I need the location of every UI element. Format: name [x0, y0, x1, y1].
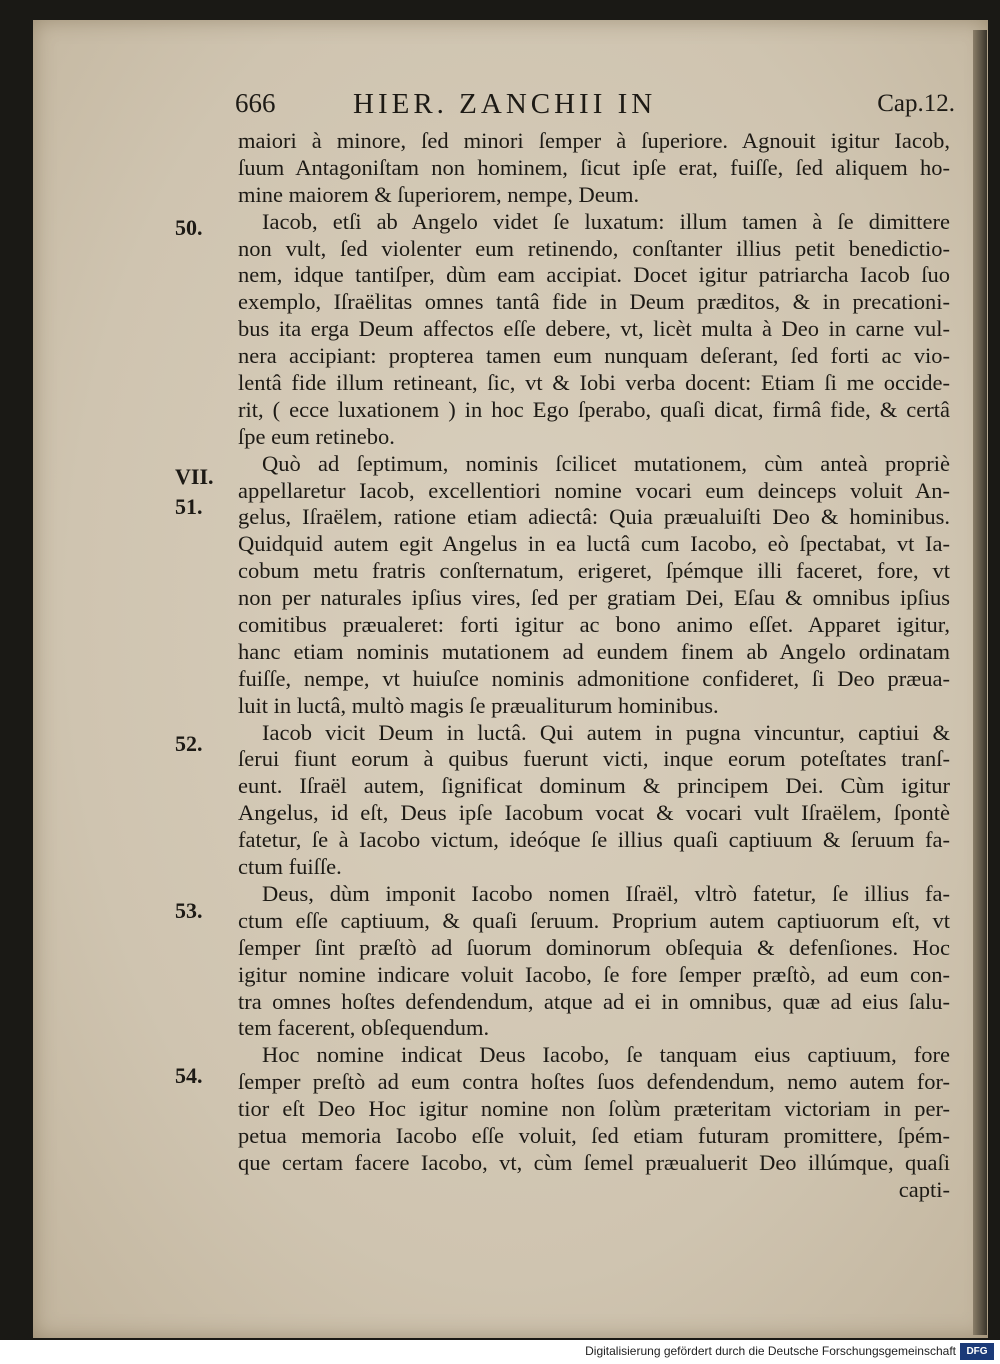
- text-line: mine maiorem & ſuperiorem, nempe, Deum.: [238, 181, 640, 207]
- text-line: bus ita erga Deum affectos eſſe debere, vt, licèt multa à Deo in carne vul-: [238, 316, 950, 342]
- text-line: rit, ( ecce luxationem ) in hoc Ego ſperabo, quaſi dicat, firmâ fide, & certâ: [238, 396, 950, 422]
- text-line: igitur nomine indicare voluit Iacobo, ſe fore ſemper præſtò, ad eum con-: [238, 961, 950, 987]
- footer-credit: Digitalisierung gefördert durch die Deutsche Forschungsgemeinschaft: [585, 1344, 956, 1358]
- text-line: tem facerent, obſequendum.: [238, 1015, 490, 1041]
- digitization-footer: [0, 1340, 1000, 1364]
- margin-note-52: 52.: [175, 731, 203, 756]
- text-line: Angelus, id eſt, Deus ipſe Iacobum vocat & vocari vult Iſraëlem, ſpontè: [238, 800, 950, 826]
- text-line: ſerui fiunt eorum à quibus fuerunt victi, inque eorum poteſtates tranſ-: [238, 746, 950, 772]
- margin-note-section-vii: VII.: [175, 464, 214, 489]
- text-line: ſemper preſtò ad eum contra hoſtes ſuos defendendum, nemo autem for-: [238, 1069, 950, 1095]
- text-line: hanc etiam nominis mutationem ad eundem finem ab Angelo ordinatam: [238, 638, 950, 664]
- text-line: non per naturales ipſius vires, ſed per gratiam Dei, Eſau & omnibus ipſius: [238, 585, 950, 611]
- text-line: cobum metu fratris conſternatum, erigeret, ſpémque illi faceret, fore, vt: [238, 558, 950, 584]
- page-number: 666: [235, 88, 276, 118]
- dfg-logo-icon: DFG: [960, 1343, 994, 1360]
- text-line: lentâ fide illum retineant, ſic, vt & Iobi verba docent: Etiam ſi me occide-: [238, 370, 950, 396]
- text-line: petua memoria Iacobo eſſe voluit, ſed etiam futuram promittere, ſpém-: [238, 1122, 950, 1148]
- text-line: ctum fuiſſe.: [238, 854, 342, 880]
- catchword: capti-: [898, 1176, 950, 1202]
- text-line: maiori à minore, ſed minori ſemper à ſuperiore. Agnouit igitur Iacob,: [238, 128, 950, 153]
- text-line: tior eſt Deo Hoc igitur nomine non ſolùm præteritam victoriam in per-: [238, 1096, 950, 1122]
- page-header: [235, 88, 975, 128]
- text-line: Quò ad ſeptimum, nominis ſcilicet mutationem, cùm anteà propriè: [262, 450, 950, 476]
- text-line: ſpe eum retinebo.: [238, 423, 395, 449]
- text-line: exemplo, Iſraëlitas omnes tantâ fide in Deum præditos, & in precationi-: [238, 289, 950, 315]
- text-line: tra omnes hoſtes defendendum, atque ad ei in omnibus, quæ ad eius ſalu-: [238, 988, 950, 1014]
- text-line: Quidquid autem egit Angelus in ea luctâ cum Iacobo, eò ſpectabat, vt Ia-: [238, 531, 950, 557]
- text-line: ſemper ſint præſtò ad ſuorum dominorum obſequia & defenſiones. Hoc: [238, 934, 950, 960]
- text-line: non vult, ſed violenter eum retinendo, conſtanter illius petit benedictio-: [238, 235, 950, 261]
- text-line: Deus, dùm imponit Iacobo nomen Iſraël, vltrò fatetur, ſe illius fa-: [262, 880, 950, 906]
- body-text: [238, 128, 950, 1204]
- text-line: appellaretur Iacob, excellentiori nomine vocari eum deinceps voluit An-: [238, 477, 950, 503]
- text-line: Hoc nomine indicat Deus Iacobo, ſe tanquam eius captiuum, fore: [262, 1042, 950, 1068]
- text-line: Iacob, etſi ab Angelo videt ſe luxatum: illum tamen à ſe dimittere: [262, 208, 950, 234]
- text-line: fuiſſe, nempe, vt huiuſce nominis admonitione confideret, ſi Deo præua-: [238, 665, 950, 691]
- text-line: nera accipiant: propterea tamen eum nunquam deſerant, ſed forti ac vio-: [238, 343, 950, 369]
- text-line: luit in luctâ, multò magis ſe præualiturum hominibus.: [238, 692, 719, 718]
- margin-note-50: 50.: [175, 215, 203, 240]
- text-line: comitibus præualeret: forti igitur ac bono animo eſſet. Apparet igitur,: [238, 612, 950, 638]
- margin-note-51: 51.: [175, 494, 203, 519]
- text-line: nem, idque tantiſper, dùm eam accipiat. Docet igitur patriarcha Iacob ſuo: [238, 262, 950, 288]
- margin-note-54: 54.: [175, 1063, 203, 1088]
- margin-note-53: 53.: [175, 898, 203, 923]
- text-line: fatetur, ſe à Iacobo victum, ideóque ſe illius quaſi captiuum & ſeruum fa-: [238, 827, 950, 853]
- text-line: eunt. Iſraël autem, ſignificat dominum & principem Dei. Cùm igitur: [238, 773, 950, 799]
- chapter-label: Cap.12.: [877, 90, 955, 117]
- text-line: gelus, Iſraëlem, ratione etiam adiectâ: Quia præualuiſti Deo & hominibus.: [238, 504, 950, 530]
- running-head: HIER. ZANCHII IN: [353, 88, 657, 120]
- text-line: ſuum Antagoniſtam non hominem, ſicut ipſe erat, fuiſſe, ſed aliquem ho-: [238, 154, 950, 180]
- text-line: que certam facere Iacobo, vt, cùm ſemel præualuerit Deo illúmque, quaſi: [238, 1149, 950, 1175]
- text-line: Iacob vicit Deum in luctâ. Qui autem in pugna vincuntur, captiui &: [262, 719, 950, 745]
- book-edge: [973, 30, 987, 1335]
- text-line: ctum eſſe captiuum, & quaſi ſeruum. Proprium autem captiuorum eſt, vt: [238, 907, 950, 933]
